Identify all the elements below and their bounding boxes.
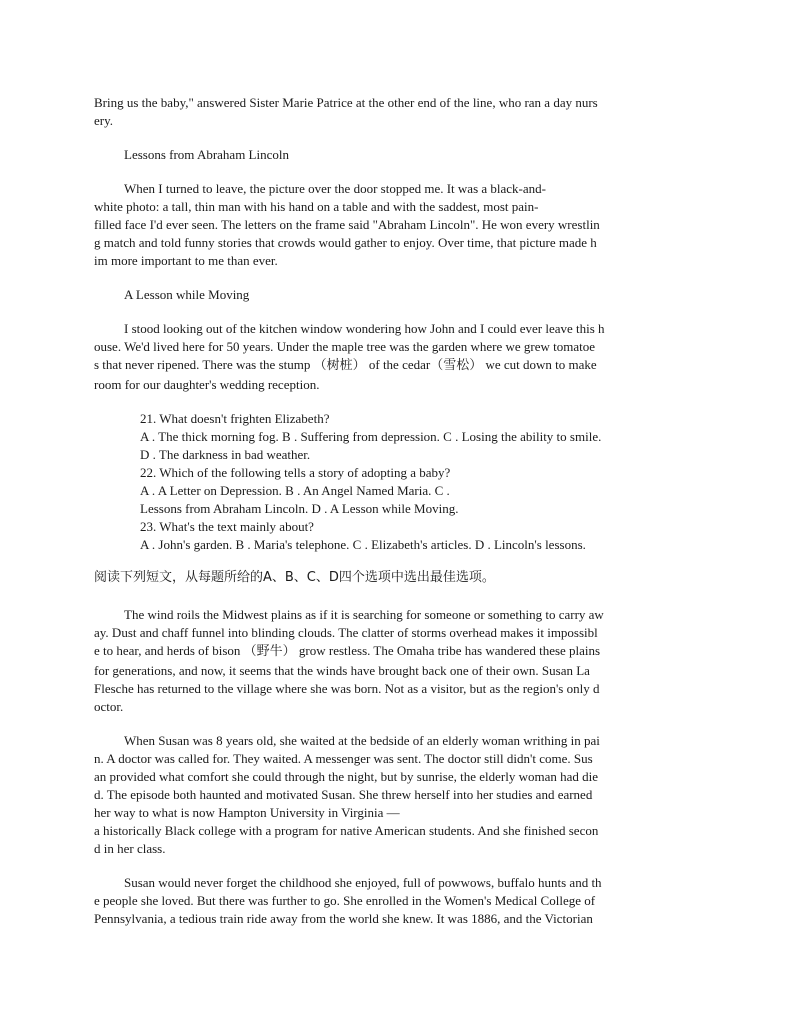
question-22-options-a-c: A . A Letter on Depression. B . An Angel Named Maria. C . <box>140 483 450 498</box>
lincoln-line-5: im more important to me than ever. <box>94 253 278 268</box>
childhood-line-1: Susan would never forget the childhood she enjoyed, full of powwows, buffalo hunts and th <box>124 875 602 890</box>
question-22: 22. Which of the following tells a story of adopting a baby? <box>140 465 451 480</box>
question-23: 23. What's the text mainly about? <box>140 519 314 534</box>
question-21-options-a-c: A . The thick morning fog. B . Suffering from depression. C . Losing the ability to smile. <box>140 429 602 444</box>
moving-line-2: ouse. We'd lived here for 50 years. Under the maple tree was the garden where we grew tomatoe <box>94 339 595 354</box>
wind-line-4: for generations, and now, it seems that the winds have brought back one of their own. Susan La <box>94 663 590 678</box>
susan8-line-2: n. A doctor was called for. They waited. A messenger was sent. The doctor still didn't come. Sus <box>94 751 593 766</box>
heading-lincoln: Lessons from Abraham Lincoln <box>124 147 289 162</box>
wind-line-2: ay. Dust and chaff funnel into blinding clouds. The clatter of storms overhead makes it impossibl <box>94 625 598 640</box>
question-21: 21. What doesn't frighten Elizabeth? <box>140 411 330 426</box>
susan8-line-5: her way to what is now Hampton University in Virginia — <box>94 805 400 820</box>
susan8-line-3: an provided what comfort she could through the night, but by sunrise, the elderly woman had die <box>94 769 598 784</box>
childhood-line-2: e people she loved. But there was further to go. She enrolled in the Women's Medical College of <box>94 893 596 908</box>
susan8-line-7: d in her class. <box>94 841 166 856</box>
susan8-line-6: a historically Black college with a program for native American students. And she finished secon <box>94 823 599 838</box>
question-23-options: A . John's garden. B . Maria's telephone. C . Elizabeth's articles. D . Lincoln's lessons. <box>140 537 586 552</box>
susan8-line-1: When Susan was 8 years old, she waited at the bedside of an elderly woman writhing in pai <box>124 733 600 748</box>
heading-moving: A Lesson while Moving <box>124 287 250 302</box>
moving-line-1: I stood looking out of the kitchen window wondering how John and I could ever leave this h <box>124 321 605 336</box>
moving-line-3: s that never ripened. There was the stump （树桩） of the cedar（雪松） we cut down to make <box>94 357 597 372</box>
moving-line-4: room for our daughter's wedding reception. <box>94 377 320 392</box>
question-21-option-d: D . The darkness in bad weather. <box>140 447 311 462</box>
reading-instruction: 阅读下列短文，从每题所给的A、B、C、D四个选项中选出最佳选项。 <box>94 570 495 585</box>
childhood-line-3: Pennsylvania, a tedious train ride away from the world she knew. It was 1886, and the Victorian <box>94 911 593 926</box>
wind-line-6: octor. <box>94 699 124 714</box>
question-22-options-c-d: Lessons from Abraham Lincoln. D . A Lesson while Moving. <box>140 501 459 516</box>
wind-line-3: e to hear, and herds of bison （野牛） grow restless. The Omaha tribe has wandered these plains <box>94 643 601 658</box>
intro-line-2: ery. <box>94 113 114 128</box>
lincoln-line-1: When I turned to leave, the picture over the door stopped me. It was a black-and- <box>124 181 546 196</box>
wind-line-5: Flesche has returned to the village where she was born. Not as a visitor, but as the region's only d <box>94 681 600 696</box>
lincoln-line-4: g match and told funny stories that crowds would gather to enjoy. Over time, that picture made h <box>94 235 597 250</box>
intro-line-1: Bring us the baby," answered Sister Marie Patrice at the other end of the line, who ran a day nurs <box>94 95 598 110</box>
susan8-line-4: d. The episode both haunted and motivated Susan. She threw herself into her studies and earned <box>94 787 593 802</box>
lincoln-line-3: filled face I'd ever seen. The letters on the frame said "Abraham Lincoln". He won every wrestlin <box>94 217 600 232</box>
lincoln-line-2: white photo: a tall, thin man with his hand on a table and with the saddest, most pain- <box>94 199 539 214</box>
wind-line-1: The wind roils the Midwest plains as if it is searching for someone or something to carry aw <box>124 607 604 622</box>
